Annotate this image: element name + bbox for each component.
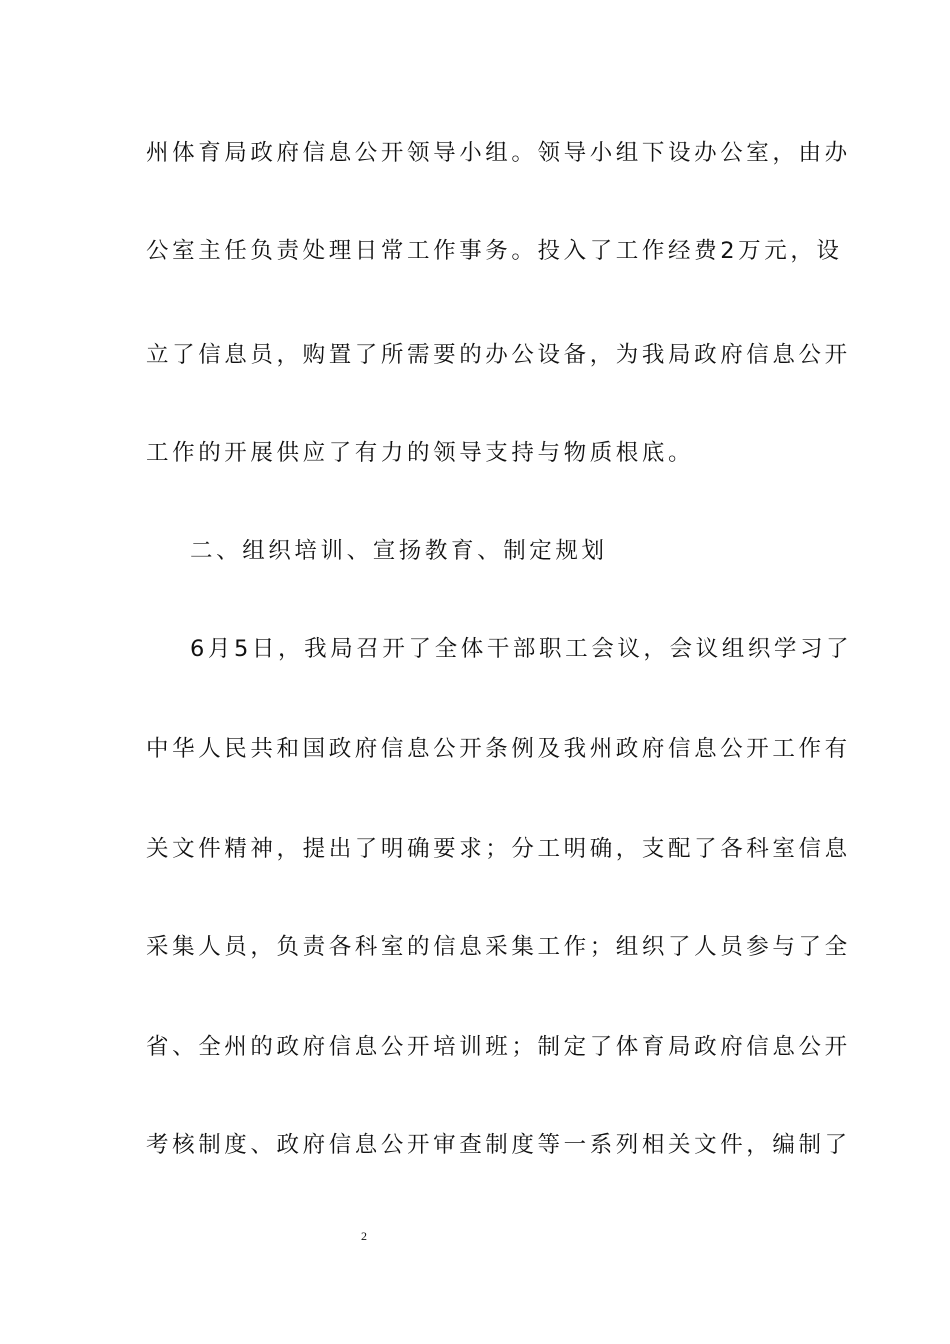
text-line: 立了信息员，购置了所需要的办公设备，为我局政府信息公开 — [146, 342, 851, 368]
paragraph-first-line: 6月5日，我局召开了全体干部职工会议，会议组织学习了 — [190, 636, 853, 662]
text-line: 工作的开展供应了有力的领导支持与物质根底。 — [146, 440, 695, 466]
text-line: 考核制度、政府信息公开审查制度等一系列相关文件，编制了 — [146, 1132, 851, 1158]
text-line: 关文件精神，提出了明确要求；分工明确，支配了各科室信息 — [146, 836, 851, 862]
text-line: 省、全州的政府信息公开培训班；制定了体育局政府信息公开 — [146, 1034, 851, 1060]
text-line: 采集人员，负责各科室的信息采集工作；组织了人员参与了全 — [146, 934, 851, 960]
page-number: 2 — [361, 1229, 367, 1243]
text-line: 公室主任负责处理日常工作事务。投入了工作经费2万元，设 — [146, 238, 843, 264]
section-heading: 二、组织培训、宣扬教育、制定规划 — [190, 538, 608, 564]
text-line: 州体育局政府信息公开领导小组。领导小组下设办公室，由办 — [146, 140, 851, 166]
text-line: 中华人民共和国政府信息公开条例及我州政府信息公开工作有 — [146, 736, 851, 762]
